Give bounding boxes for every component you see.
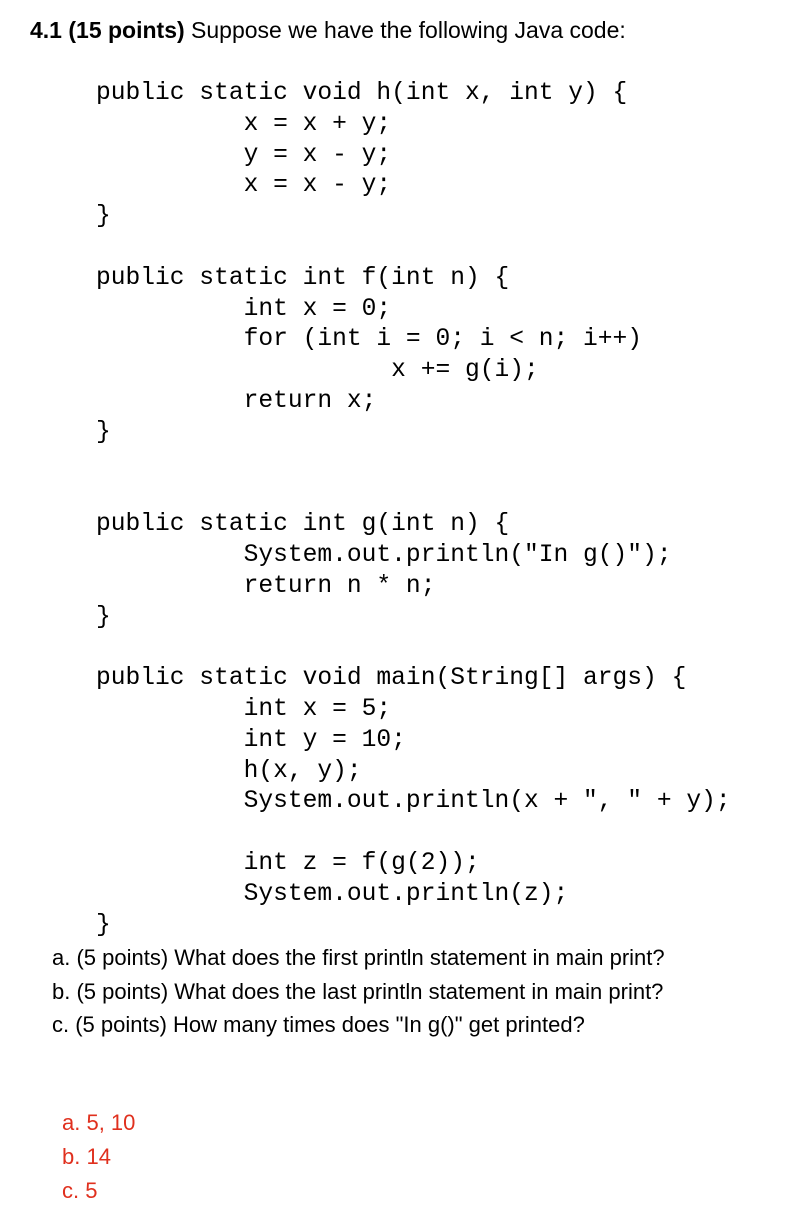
code-line: h(x, y); bbox=[96, 757, 362, 785]
code-line: x = x - y; bbox=[96, 172, 392, 200]
code-line bbox=[96, 479, 731, 510]
code-line bbox=[96, 633, 731, 664]
answer-b: b. 14 bbox=[62, 1144, 111, 1169]
code-line: public static void main(String[] args) { bbox=[96, 665, 687, 693]
code-line: int z = f(g(2)); bbox=[96, 849, 480, 877]
code-line: public static int g(int n) { bbox=[96, 511, 510, 539]
code-line: int x = 5; bbox=[96, 695, 392, 723]
code-line: return n * n; bbox=[96, 572, 436, 600]
question-c: c. (5 points) How many times does "In g()" get printed? bbox=[52, 1012, 585, 1037]
code-line: x += g(i); bbox=[96, 357, 539, 385]
answer-c: c. 5 bbox=[62, 1178, 98, 1203]
code-line bbox=[96, 818, 731, 849]
code-line bbox=[96, 449, 731, 480]
code-line: y = x - y; bbox=[96, 141, 392, 169]
questions-list bbox=[52, 941, 665, 1042]
code-line bbox=[96, 233, 731, 264]
code-line: } bbox=[96, 418, 111, 446]
question-b: b. (5 points) What does the last println statement in main print? bbox=[52, 978, 664, 1004]
code-line: int x = 0; bbox=[96, 295, 392, 323]
code-line: x = x + y; bbox=[96, 110, 392, 138]
code-line: System.out.println(x + ", " + y); bbox=[96, 788, 731, 816]
answer-a: a. 5, 10 bbox=[62, 1110, 136, 1135]
problem-prompt: Suppose we have the following Java code: bbox=[184, 17, 626, 43]
answers-list bbox=[62, 1106, 135, 1208]
code-line: public static int f(int n) { bbox=[96, 264, 510, 292]
problem-number-points: 4.1 (15 points) bbox=[30, 17, 185, 43]
code-line: } bbox=[96, 911, 111, 939]
code-line: System.out.println("In g()"); bbox=[96, 541, 672, 569]
problem-heading bbox=[30, 14, 626, 46]
code-line: public static void h(int x, int y) { bbox=[96, 80, 628, 107]
java-code-block bbox=[96, 79, 731, 941]
code-line: return x; bbox=[96, 387, 377, 415]
code-line: } bbox=[96, 203, 111, 231]
code-line: System.out.println(z); bbox=[96, 880, 569, 908]
code-line: int y = 10; bbox=[96, 726, 406, 754]
question-a: a. (5 points) What does the first println statement in main print? bbox=[52, 945, 665, 970]
code-line: for (int i = 0; i < n; i++) bbox=[96, 326, 643, 354]
code-line: } bbox=[96, 603, 111, 631]
